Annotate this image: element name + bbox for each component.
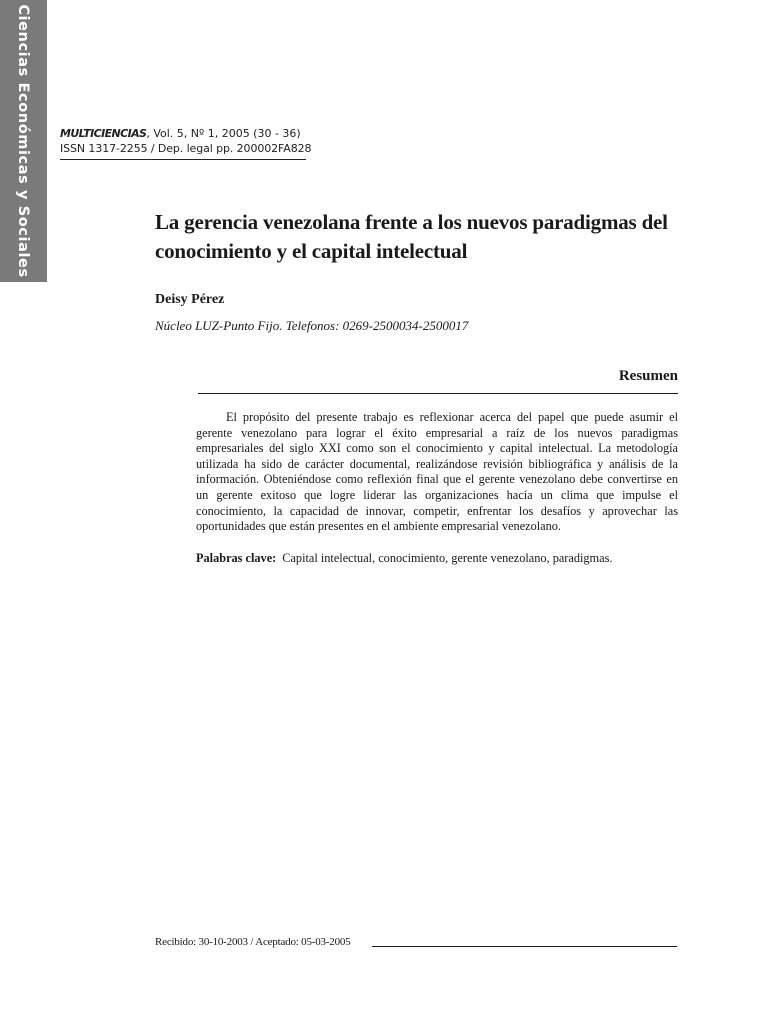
journal-header bbox=[60, 126, 312, 160]
journal-citation: , Vol. 5, Nº 1, 2005 (30 - 36) bbox=[146, 127, 301, 140]
author-affiliation: Núcleo LUZ-Punto Fijo. Telefonos: 0269-2500034-2500017 bbox=[155, 318, 469, 333]
abstract-text: El propósito del presente trabajo es reflexionar acerca del papel que puede asumir el gerente venezolano para lograr el éxito empresarial a raíz de los nuevos paradigmas empresariales del siglo XXI como son el conocimiento y capital intelectual. La metodología utilizada ha sido de carácter documental, realizándose revisión bibliográfica y análisis de la información. Obteniéndose como reflexión final que el gerente venezolano debe convertirse en un gerente exitoso que logre liderar las organizaciones hacía un clima que impulse el conocimiento, la capacidad de innovar, competir, enfrentar los desafíos y aprovechar las oportunidades que están presentes en el ambiente empresarial venezolano. bbox=[196, 410, 678, 534]
received-accepted-dates: Recibido: 30-10-2003 / Aceptado: 05-03-2005 bbox=[155, 936, 351, 948]
keywords-text: Capital intelectual, conocimiento, gerente venezolano, paradigmas. bbox=[282, 551, 613, 565]
journal-citation-line bbox=[60, 126, 306, 141]
section-side-tab bbox=[0, 0, 47, 282]
journal-divider bbox=[60, 159, 306, 160]
journal-issn: ISSN 1317-2255 / Dep. legal pp. 200002FA828 bbox=[60, 142, 312, 155]
abstract-divider bbox=[198, 393, 678, 394]
journal-name: MULTICIENCIAS bbox=[60, 127, 147, 140]
section-label: Ciencias Económicas y Sociales bbox=[15, 4, 31, 278]
article-title: La gerencia venezolana frente a los nuevos paradigmas del conocimiento y el capital intelectual bbox=[155, 210, 668, 263]
keywords-label: Palabras clave: bbox=[196, 551, 277, 565]
keywords-line bbox=[196, 551, 678, 566]
article-author: Deisy Pérez bbox=[155, 292, 225, 307]
abstract-heading: Resumen bbox=[618, 368, 678, 384]
footer-divider bbox=[372, 946, 677, 947]
